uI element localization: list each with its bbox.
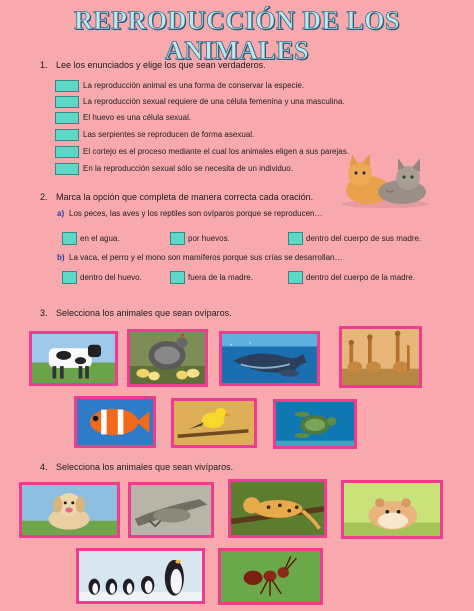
bird-image[interactable] [171,398,257,448]
option-a-2 [170,232,230,245]
page-title: REPRODUCCIÓN DE LOS ANIMALES [74,6,400,65]
hamster-image[interactable] [341,480,443,539]
subquestion-letter: a) [57,209,65,218]
statement-text: La reproducción animal es una forma de conservar la especie. [83,81,305,90]
question-text: Lee los enunciados y elige los que sean verdaderos. [56,60,266,70]
cats-image [338,150,434,208]
subquestion-a [57,209,322,218]
option-b-2 [170,271,253,284]
question-4 [40,462,233,472]
statement-row [55,79,304,92]
statement-text: La reproducción sexual requiere de una célula femenina y una masculina. [83,97,345,106]
option-label: dentro del huevo. [80,273,142,282]
statement-row [55,162,293,175]
option-a-3 [288,232,421,245]
giraffes-image[interactable] [339,326,422,388]
question-1 [40,60,266,70]
crocodile-image[interactable] [128,482,214,538]
question-text: Selecciona los animales que sean vivíparos. [56,462,234,472]
question-number: 2. [40,192,48,202]
answer-checkbox[interactable] [55,163,79,175]
question-text: Selecciona los animales que sean ovíparos. [56,308,232,318]
subquestion-b [57,253,342,262]
whale-image[interactable] [219,331,320,386]
subquestion-text: La vaca, el perro y el mono son mamíferos porque sus crías se desarrollan… [69,253,343,262]
cow-image[interactable] [29,331,118,386]
option-checkbox[interactable] [288,232,303,245]
option-label: por huevos. [188,234,230,243]
option-label: en el agua. [80,234,120,243]
question-number: 1. [40,60,48,70]
option-label: dentro del cuerpo de sus madre. [306,234,422,243]
option-checkbox[interactable] [170,271,185,284]
hens-image[interactable] [127,329,208,387]
ant-image[interactable] [218,548,323,605]
statement-text: El huevo es una célula sexual. [83,113,192,122]
penguins-image[interactable] [76,548,205,604]
statement-row [55,128,254,141]
statement-text: Las serpientes se reproducen de forma asexual. [83,130,255,139]
statement-text: El cortejo es el proceso mediante el cual los animales eligen a sus parejas. [83,147,349,156]
turtle-image[interactable] [273,399,357,449]
statement-row [55,95,345,108]
option-b-1 [62,271,142,284]
question-number: 3. [40,308,48,318]
question-2 [40,192,313,202]
option-label: dentro del cuerpo de la madre. [306,273,415,282]
jaguar-image[interactable] [228,479,327,538]
statement-text: En la reproducción sexual sólo se necesita de un individuo. [83,164,293,173]
subquestion-letter: b) [57,253,65,262]
option-checkbox[interactable] [62,232,77,245]
answer-checkbox[interactable] [55,129,79,141]
option-checkbox[interactable] [62,271,77,284]
option-label: fuera de la madre. [188,273,253,282]
puppy-image[interactable] [19,482,120,538]
statement-row [55,111,191,124]
question-3 [40,308,232,318]
question-number: 4. [40,462,48,472]
answer-checkbox[interactable] [55,112,79,124]
answer-checkbox[interactable] [55,80,79,92]
option-a-1 [62,232,120,245]
question-text: Marca la opción que completa de manera correcta cada oración. [56,192,314,202]
option-b-3 [288,271,415,284]
answer-checkbox[interactable] [55,96,79,108]
clownfish-image[interactable] [74,396,156,448]
subquestion-text: Los peces, las aves y los reptiles son ovíparos porque se reproducen… [69,209,323,218]
statement-row [55,145,349,158]
answer-checkbox[interactable] [55,146,79,158]
option-checkbox[interactable] [288,271,303,284]
option-checkbox[interactable] [170,232,185,245]
